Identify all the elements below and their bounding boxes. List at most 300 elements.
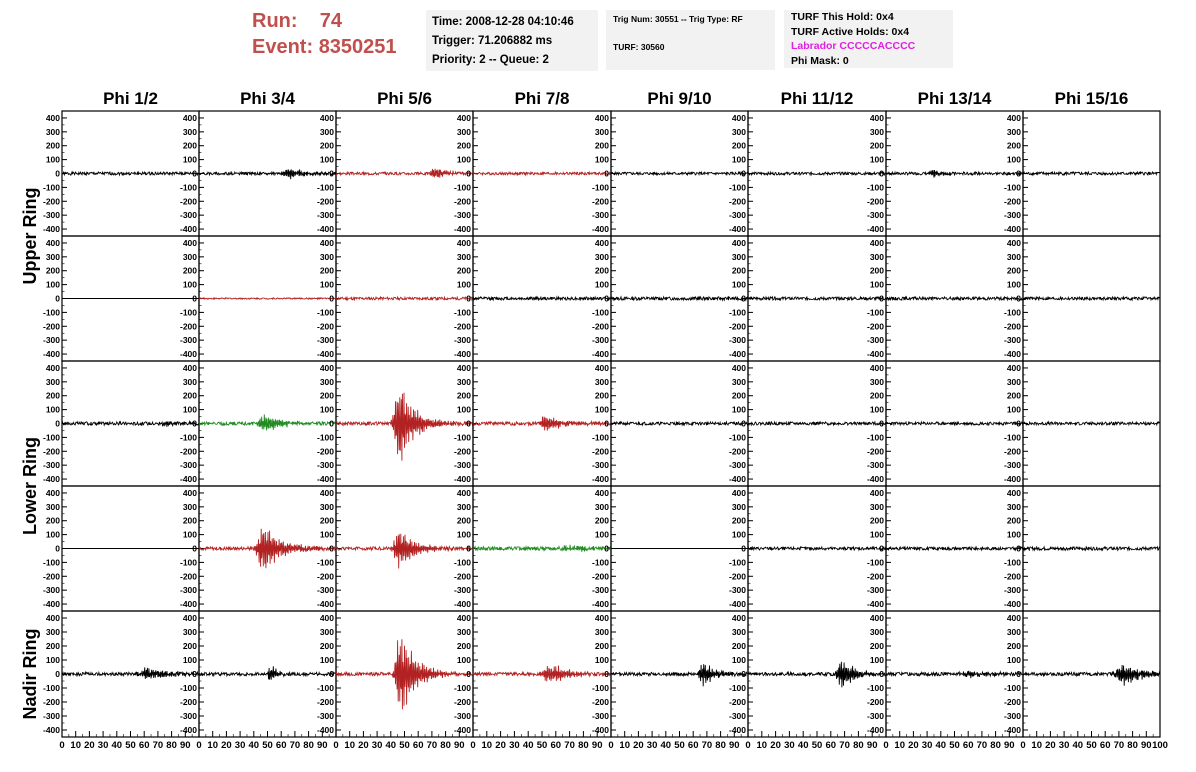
y-tick-label: 300 (594, 126, 609, 137)
y-tick-label: 300 (45, 627, 60, 637)
y-tick-label: -100 (866, 182, 884, 193)
y-tick-label: -100 (42, 182, 60, 193)
y-tick-label: 300 (319, 501, 334, 512)
y-tick-label: -300 (728, 210, 746, 221)
y-tick-label: 200 (1006, 641, 1021, 651)
y-tick-label: 400 (319, 112, 334, 123)
waveform-panel (317, 611, 473, 737)
y-tick-label: 0 (466, 293, 471, 304)
y-tick-label: -100 (728, 307, 746, 318)
y-tick-label: 100 (45, 154, 60, 165)
waveform-panel (454, 236, 611, 361)
y-tick-label: 0 (741, 293, 746, 304)
waveform-trace (336, 390, 473, 461)
y-tick-label: -100 (179, 307, 197, 318)
waveform-panel (592, 236, 748, 361)
x-tick-label: 30 (784, 740, 795, 751)
y-tick-label: 300 (869, 376, 884, 387)
x-tick-label: 100 (1152, 740, 1168, 751)
y-tick-label: -400 (453, 725, 471, 735)
y-tick-label: 0 (879, 168, 884, 179)
y-tick-label: -100 (453, 307, 471, 318)
y-tick-label: 200 (594, 641, 609, 651)
turf-text: TURF: 30560 (613, 42, 665, 52)
y-tick-label: -300 (453, 585, 471, 596)
y-tick-label: -300 (453, 210, 471, 221)
x-tick-label: 0 (1020, 740, 1026, 751)
x-tick-label: 50 (399, 740, 410, 751)
y-tick-label: 100 (594, 279, 609, 290)
y-tick-label: 300 (731, 251, 746, 262)
x-tick-label: 0 (59, 740, 65, 751)
y-tick-label: 100 (594, 529, 609, 540)
waveform-panel (729, 611, 886, 737)
x-tick-label: 70 (152, 740, 164, 751)
y-tick-label: -400 (42, 474, 60, 485)
y-tick-label: 100 (1006, 404, 1021, 415)
y-tick-label: 0 (1016, 168, 1021, 179)
y-tick-label: -200 (866, 321, 884, 332)
waveform-panel (43, 611, 199, 737)
column-title: Phi 9/10 (647, 89, 712, 108)
y-tick-label: -100 (453, 432, 471, 443)
waveform-panel (180, 236, 336, 361)
waveform-trace (336, 639, 473, 709)
y-tick-label: 0 (55, 543, 60, 554)
y-tick-label: -200 (42, 697, 60, 707)
x-tick-label: 30 (646, 740, 658, 751)
y-tick-label: -300 (316, 460, 334, 471)
waveform-panel (1004, 111, 1160, 236)
y-tick-label: 400 (45, 613, 60, 623)
y-tick-label: 100 (594, 655, 609, 665)
y-tick-label: -100 (591, 182, 609, 193)
y-tick-label: -100 (316, 182, 334, 193)
x-tick-label: 0 (470, 740, 476, 751)
x-tick-label: 80 (990, 740, 1001, 751)
waveform-trace (748, 662, 886, 688)
waveform-panel (454, 111, 611, 236)
y-tick-label: 0 (879, 418, 884, 429)
column-title: Phi 7/8 (514, 89, 570, 108)
run-label: Run: (252, 10, 298, 32)
y-tick-label: -400 (453, 224, 471, 235)
waveform-trace (748, 422, 886, 425)
waveform-panel (180, 611, 336, 737)
y-tick-label: -200 (179, 446, 197, 457)
y-tick-label: 400 (594, 487, 609, 498)
y-tick-label: 200 (456, 641, 471, 651)
y-tick-label: -100 (866, 557, 884, 568)
x-tick-label: 90 (180, 740, 191, 751)
x-tick-label: 20 (770, 740, 781, 751)
y-tick-label: -400 (179, 599, 197, 610)
x-tick-label: 90 (866, 740, 878, 751)
y-tick-label: 200 (731, 265, 746, 276)
y-tick-label: 200 (869, 641, 884, 651)
waveform-trace (1023, 547, 1160, 550)
y-tick-label: 400 (1006, 362, 1021, 373)
x-tick-label: 40 (935, 740, 947, 751)
y-tick-label: 0 (55, 168, 60, 179)
y-tick-label: 400 (45, 362, 60, 373)
x-tick-label: 90 (1141, 740, 1152, 751)
y-tick-label: 400 (456, 237, 471, 248)
waveform-panel (317, 236, 473, 361)
x-tick-label: 30 (97, 740, 109, 751)
y-tick-label: -100 (316, 307, 334, 318)
waveform-panel (317, 361, 473, 486)
y-tick-label: 200 (869, 265, 884, 276)
y-tick-label: 200 (594, 390, 609, 401)
y-tick-label: 200 (731, 390, 746, 401)
y-tick-label: 400 (731, 237, 746, 248)
y-tick-label: 400 (869, 362, 884, 373)
y-tick-label: 0 (192, 418, 197, 429)
time-text: Time: 2008-12-28 04:10:46 (432, 16, 574, 28)
y-tick-label: 200 (1006, 390, 1021, 401)
x-tick-label: 20 (358, 740, 369, 751)
y-tick-label: 0 (192, 669, 197, 679)
labrador-text: Labrador CCCCCACCCC (791, 40, 916, 52)
y-tick-label: 200 (594, 265, 609, 276)
x-tick-label: 30 (921, 740, 933, 751)
x-tick-label: 10 (619, 740, 630, 751)
y-tick-label: -200 (1003, 196, 1021, 207)
waveform-panel (867, 611, 1023, 737)
y-tick-label: 100 (869, 279, 884, 290)
y-tick-label: -300 (316, 335, 334, 346)
y-tick-label: 200 (45, 390, 60, 401)
y-tick-label: -400 (1003, 474, 1021, 485)
y-tick-label: -300 (728, 711, 746, 721)
x-tick-label: 40 (522, 740, 534, 751)
y-tick-label: 300 (594, 501, 609, 512)
y-tick-label: -200 (453, 446, 471, 457)
y-tick-label: -400 (866, 474, 884, 485)
y-tick-label: -100 (1003, 182, 1021, 193)
y-tick-label: -300 (453, 335, 471, 346)
y-tick-label: 400 (319, 487, 334, 498)
y-tick-label: -400 (316, 599, 334, 610)
y-tick-label: 300 (456, 376, 471, 387)
y-tick-label: -400 (42, 349, 60, 360)
y-tick-label: 100 (1006, 154, 1021, 165)
y-tick-label: -300 (591, 460, 609, 471)
waveform-trace (1023, 172, 1160, 175)
y-tick-label: 0 (329, 168, 334, 179)
y-tick-label: 400 (1006, 237, 1021, 248)
y-tick-label: 300 (869, 627, 884, 637)
x-tick-label: 60 (825, 740, 837, 751)
y-tick-label: 300 (319, 376, 334, 387)
column-title: Phi 13/14 (917, 89, 992, 108)
x-tick-label: 60 (412, 740, 424, 751)
y-tick-label: 300 (731, 501, 746, 512)
y-tick-label: -200 (1003, 321, 1021, 332)
y-tick-label: 300 (731, 627, 746, 637)
trigger-text: Trigger: 71.206882 ms (432, 35, 553, 47)
x-tick-label: 80 (1127, 740, 1138, 751)
y-tick-label: 400 (182, 613, 197, 623)
waveform-trace (611, 422, 748, 425)
x-tick-label: 70 (289, 740, 301, 751)
x-tick-label: 90 (729, 740, 740, 751)
y-tick-label: -200 (179, 697, 197, 707)
turf-active-text: TURF Active Holds: 0x4 (791, 25, 910, 38)
y-tick-label: 400 (869, 112, 884, 123)
y-tick-label: -400 (179, 349, 197, 360)
x-tick-label: 70 (426, 740, 438, 751)
y-tick-label: -300 (591, 335, 609, 346)
y-tick-label: 0 (329, 669, 334, 679)
y-tick-label: -400 (316, 474, 334, 485)
y-tick-label: 100 (319, 154, 334, 165)
y-tick-label: -300 (453, 460, 471, 471)
y-tick-label: 100 (594, 154, 609, 165)
y-tick-label: 200 (869, 515, 884, 526)
y-tick-label: -200 (453, 571, 471, 582)
y-tick-label: 0 (604, 418, 609, 429)
x-tick-label: 50 (536, 740, 548, 751)
row-group-label: Lower Ring (20, 437, 40, 535)
y-tick-label: -200 (1003, 446, 1021, 457)
event-label: Event: (252, 36, 314, 58)
y-tick-label: -400 (866, 349, 884, 360)
y-tick-label: -200 (728, 196, 746, 207)
y-tick-label: -300 (1003, 460, 1021, 471)
trig-num-text: Trig Num: 30551 -- Trig Type: RF (613, 14, 743, 24)
y-tick-label: 200 (182, 515, 197, 526)
y-tick-label: -400 (728, 599, 746, 610)
y-tick-label: 100 (319, 529, 334, 540)
y-tick-label: -100 (728, 182, 746, 193)
waveform-panel (43, 486, 199, 611)
y-tick-label: 0 (1016, 543, 1021, 554)
y-tick-label: 200 (869, 390, 884, 401)
waveform-panel (867, 361, 1023, 486)
y-tick-label: 400 (182, 362, 197, 373)
y-tick-label: 200 (869, 140, 884, 151)
y-tick-label: -200 (316, 697, 334, 707)
y-tick-label: 100 (456, 154, 471, 165)
waveform-trace (473, 297, 611, 300)
y-tick-label: 0 (741, 418, 746, 429)
waveform-panel (729, 486, 886, 611)
y-tick-label: 200 (182, 641, 197, 651)
y-tick-label: 100 (1006, 655, 1021, 665)
y-tick-label: 0 (741, 543, 746, 554)
priority-text: Priority: 2 -- Queue: 2 (432, 54, 549, 66)
y-tick-label: 300 (456, 627, 471, 637)
y-tick-label: 0 (879, 669, 884, 679)
y-tick-label: -300 (453, 711, 471, 721)
y-tick-label: 100 (45, 279, 60, 290)
y-tick-label: 200 (182, 390, 197, 401)
y-tick-label: 300 (182, 376, 197, 387)
y-tick-label: 100 (456, 529, 471, 540)
y-tick-label: 300 (731, 376, 746, 387)
y-tick-label: 100 (869, 529, 884, 540)
y-tick-label: 300 (45, 126, 60, 137)
waveform-trace (611, 297, 748, 300)
y-tick-label: 400 (869, 237, 884, 248)
waveform-panel (317, 111, 473, 236)
y-tick-label: -400 (1003, 349, 1021, 360)
waveform-trace (199, 298, 336, 299)
y-tick-label: 300 (869, 251, 884, 262)
y-tick-label: -100 (42, 557, 60, 568)
y-tick-label: -300 (179, 210, 197, 221)
waveform-trace (611, 172, 748, 175)
y-tick-label: 200 (319, 265, 334, 276)
y-tick-label: 0 (604, 168, 609, 179)
y-tick-label: 100 (182, 655, 197, 665)
phi-mask-text: Phi Mask: 0 (791, 54, 849, 67)
y-tick-label: 100 (182, 279, 197, 290)
waveform-trace (62, 667, 199, 678)
y-tick-label: 400 (456, 362, 471, 373)
y-tick-label: -300 (866, 711, 884, 721)
y-tick-label: -200 (591, 571, 609, 582)
y-tick-label: -300 (728, 335, 746, 346)
y-tick-label: 400 (1006, 613, 1021, 623)
x-tick-label: 30 (234, 740, 246, 751)
y-tick-label: 400 (731, 362, 746, 373)
y-tick-label: -100 (1003, 683, 1021, 693)
y-tick-label: 200 (456, 265, 471, 276)
y-tick-label: 100 (731, 154, 746, 165)
column-title: Phi 3/4 (240, 89, 295, 108)
y-tick-label: 400 (731, 613, 746, 623)
waveform-trace (748, 172, 886, 175)
y-tick-label: -200 (728, 321, 746, 332)
y-tick-label: -300 (42, 585, 60, 596)
y-tick-label: 200 (319, 140, 334, 151)
y-tick-label: 100 (1006, 529, 1021, 540)
y-tick-label: 0 (604, 293, 609, 304)
y-tick-label: 300 (869, 501, 884, 512)
waveform-panel (454, 611, 611, 737)
y-tick-label: -400 (42, 224, 60, 235)
y-tick-label: 0 (741, 669, 746, 679)
y-tick-label: 400 (45, 237, 60, 248)
y-tick-label: -100 (179, 683, 197, 693)
y-tick-label: 300 (456, 251, 471, 262)
y-tick-label: -300 (728, 585, 746, 596)
y-tick-label: 200 (456, 390, 471, 401)
y-tick-label: 300 (45, 376, 60, 387)
x-tick-label: 10 (344, 740, 355, 751)
y-tick-label: 200 (594, 515, 609, 526)
y-tick-label: 100 (869, 154, 884, 165)
waveform-trace (611, 664, 748, 686)
y-tick-label: -300 (728, 460, 746, 471)
waveform-panel (867, 111, 1023, 236)
y-tick-label: -400 (591, 599, 609, 610)
y-tick-label: 100 (45, 529, 60, 540)
y-tick-label: 400 (182, 487, 197, 498)
y-tick-label: -400 (316, 224, 334, 235)
y-tick-label: 0 (466, 669, 471, 679)
y-tick-label: 400 (182, 112, 197, 123)
y-tick-label: -100 (179, 432, 197, 443)
y-tick-label: -100 (179, 182, 197, 193)
y-tick-label: -200 (591, 697, 609, 707)
y-tick-label: -200 (316, 196, 334, 207)
y-tick-label: -100 (453, 683, 471, 693)
y-tick-label: -100 (1003, 557, 1021, 568)
y-tick-label: -300 (866, 210, 884, 221)
y-tick-label: -300 (866, 460, 884, 471)
y-tick-label: 100 (182, 404, 197, 415)
y-tick-label: 400 (1006, 112, 1021, 123)
waveform-trace (886, 422, 1023, 425)
y-tick-label: 100 (869, 404, 884, 415)
y-tick-label: -200 (179, 321, 197, 332)
y-tick-label: -400 (179, 474, 197, 485)
y-tick-label: -400 (591, 725, 609, 735)
y-tick-label: -300 (1003, 711, 1021, 721)
y-tick-label: -200 (316, 571, 334, 582)
y-tick-label: -200 (728, 571, 746, 582)
y-tick-label: 400 (869, 613, 884, 623)
y-tick-label: 100 (319, 279, 334, 290)
y-tick-label: 0 (329, 293, 334, 304)
y-tick-label: -100 (1003, 432, 1021, 443)
y-tick-label: -100 (728, 432, 746, 443)
y-tick-label: 300 (319, 251, 334, 262)
y-tick-label: 400 (594, 112, 609, 123)
y-tick-label: -100 (591, 683, 609, 693)
x-tick-label: 70 (1113, 740, 1125, 751)
x-tick-label: 20 (495, 740, 506, 751)
x-tick-label: 20 (633, 740, 644, 751)
y-tick-label: 200 (731, 641, 746, 651)
y-tick-label: -400 (453, 599, 471, 610)
x-tick-label: 40 (248, 740, 260, 751)
x-tick-label: 50 (125, 740, 136, 751)
y-tick-label: -300 (866, 335, 884, 346)
y-tick-label: -200 (591, 446, 609, 457)
x-tick-label: 0 (333, 740, 339, 751)
waveform-trace (886, 671, 1023, 678)
x-tick-label: 20 (221, 740, 232, 751)
row-group-label: Nadir Ring (20, 628, 40, 720)
y-tick-label: -100 (453, 182, 471, 193)
column-title: Phi 11/12 (780, 89, 854, 108)
y-tick-label: 300 (319, 126, 334, 137)
y-tick-label: 0 (466, 168, 471, 179)
x-tick-label: 80 (853, 740, 864, 751)
x-tick-label: 60 (550, 740, 562, 751)
y-tick-label: -300 (1003, 210, 1021, 221)
waveform-panel (592, 611, 748, 737)
x-tick-label: 10 (70, 740, 81, 751)
y-tick-label: -400 (591, 349, 609, 360)
y-tick-label: -400 (591, 474, 609, 485)
y-tick-label: 0 (1016, 418, 1021, 429)
y-tick-label: -400 (1003, 725, 1021, 735)
y-tick-label: 300 (594, 376, 609, 387)
y-tick-label: 400 (456, 613, 471, 623)
y-tick-label: -300 (42, 460, 60, 471)
y-tick-label: 0 (192, 543, 197, 554)
y-tick-label: 200 (319, 641, 334, 651)
y-tick-label: -400 (316, 725, 334, 735)
x-tick-label: 90 (454, 740, 465, 751)
y-tick-label: 300 (869, 126, 884, 137)
